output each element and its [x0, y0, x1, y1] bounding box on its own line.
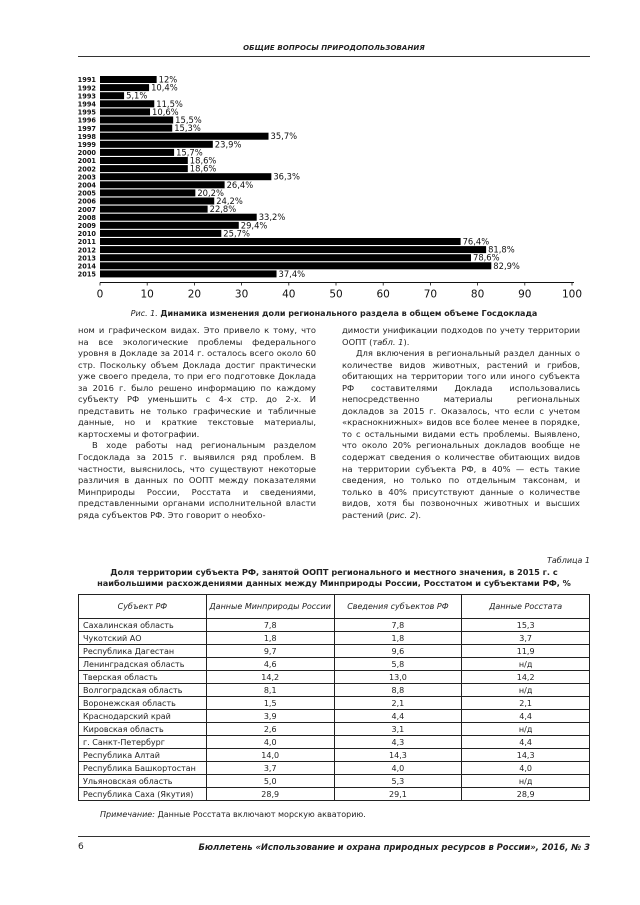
table-row: [79, 619, 590, 632]
data-label: 10,6%: [152, 106, 179, 117]
y-tick-label: 2010: [77, 230, 96, 239]
y-tick-label: 2015: [77, 270, 96, 279]
table-cell-value: н/д: [462, 658, 590, 671]
y-tick-label: 1999: [77, 141, 96, 149]
figure-number: Рис. 1.: [130, 309, 158, 318]
data-label: 18,6%: [189, 163, 217, 174]
table-cell-subject: Сахалинская область: [79, 619, 207, 632]
table-row: [79, 788, 590, 801]
data-label: 5,1%: [126, 90, 148, 101]
y-tick-label: 2009: [77, 222, 96, 230]
figure-caption-text: Динамика изменения доли регионального раздела в общем объеме Госдоклада: [160, 309, 538, 318]
data-label: 10,4%: [151, 82, 178, 93]
bar-chart: [62, 68, 602, 308]
bar: [100, 254, 471, 261]
table-title: Доля территории субъекта РФ, занятой ООПТ регионального и местного значения, в 2015 г. с наибольшими расхождениями данных между Минприроды России, Росстатом и субъектами РФ, %: [97, 567, 571, 588]
y-tick-label: 2013: [77, 254, 96, 263]
table-note: [100, 810, 366, 819]
table-cell-value: 3,1: [334, 723, 462, 736]
y-tick-label: 1996: [77, 116, 96, 125]
table-cell-subject: Чукотский АО: [79, 632, 207, 645]
data-label: 12%: [158, 74, 178, 85]
table-cell-subject: Воронежская область: [79, 697, 207, 710]
right-p2-end: ).: [415, 509, 422, 520]
bar: [100, 117, 173, 124]
table-cell-value: 5,0: [206, 775, 334, 788]
right-paragraph-2: [342, 348, 580, 521]
table-cell-value: 7,8: [206, 619, 334, 632]
x-tick-label: 30: [234, 288, 249, 301]
table-cell-value: 4,4: [334, 710, 462, 723]
x-tick-label: 70: [423, 288, 438, 301]
table-cell-subject: Ленинградская область: [79, 658, 207, 671]
y-tick-label: 2006: [77, 197, 96, 206]
bar: [100, 189, 195, 196]
table-cell-subject: Краснодарский край: [79, 710, 207, 723]
ooopt-table: [78, 594, 590, 801]
left-paragraph-1: ном и графическом видах. Это привело к тому, что на все экологические проблемы федерального уровня в Докладе за 2014 г. осталось всего около 60 стр. Поскольку объем Доклада достиг практически уже своего предела, то при его подготовке Доклада за 2016 г. было решено информацию по каждому субъекту РФ уменьшить с 4-х стр. до 2-х. И представить не только графические и табличные данные, но и краткие текстовые материалы, картосхемы и фотографии.: [78, 325, 316, 439]
header-minprirody: Данные Минприроды России: [206, 595, 334, 619]
table-cell-subject: Республика Дагестан: [79, 645, 207, 658]
table-label: Таблица 1: [546, 556, 590, 565]
footer-rule: [78, 836, 590, 837]
table-cell-value: 5,3: [334, 775, 462, 788]
table-row: [79, 723, 590, 736]
table-cell-value: 4,6: [206, 658, 334, 671]
bar: [100, 206, 208, 213]
y-tick-label: 2014: [77, 262, 96, 271]
y-tick-label: 1998: [77, 132, 96, 141]
data-label: 26,4%: [226, 179, 254, 190]
data-label: 20,2%: [197, 187, 224, 198]
table-cell-subject: Тверская область: [79, 671, 207, 684]
x-tick-label: 90: [518, 288, 532, 301]
table-header-row: [79, 595, 590, 619]
bar: [100, 100, 154, 107]
table-cell-value: 2,1: [334, 697, 462, 710]
y-tick-label: 2011: [77, 238, 96, 247]
table-row: [79, 632, 590, 645]
table-row: [79, 762, 590, 775]
table-cell-value: 4,3: [334, 736, 462, 749]
table-cell-value: 13,0: [334, 671, 462, 684]
bar: [100, 246, 486, 253]
figure-caption: [78, 309, 590, 318]
data-label: 23,9%: [214, 139, 242, 150]
bar: [100, 222, 239, 229]
table-cell-value: 14,2: [206, 671, 334, 684]
x-tick-label: 100: [561, 288, 583, 301]
y-tick-label: 2012: [77, 246, 96, 255]
y-tick-label: 1992: [77, 84, 96, 93]
data-label: 25,7%: [223, 228, 250, 239]
table-cell-value: 8,8: [334, 684, 462, 697]
table-row: [79, 697, 590, 710]
y-tick-label: 2008: [77, 213, 96, 222]
data-label: 33,2%: [258, 212, 286, 223]
bar: [100, 92, 124, 99]
header-rosstat: Данные Росстата: [462, 595, 590, 619]
page-number: 6: [78, 842, 84, 852]
y-tick-label: 2004: [77, 181, 96, 190]
data-label: 29,4%: [240, 220, 268, 231]
right-p1-end: ).: [403, 336, 410, 347]
table-cell-subject: Волгоградская область: [79, 684, 207, 697]
table-row: [79, 775, 590, 788]
data-label: 24,2%: [216, 196, 243, 206]
table-cell-subject: Ульяновская область: [79, 775, 207, 788]
bar: [100, 157, 188, 164]
data-label: 18,6%: [189, 155, 217, 166]
table-cell-value: 15,3: [462, 619, 590, 632]
bar: [100, 108, 150, 115]
bar: [100, 198, 214, 205]
y-tick-label: 1995: [77, 108, 96, 117]
table-cell-value: 14,3: [334, 749, 462, 762]
x-tick-label: 80: [470, 288, 485, 301]
table-cell-subject: Республика Алтай: [79, 749, 207, 762]
table-cell-subject: Республика Саха (Якутия): [79, 788, 207, 801]
table-cell-value: 1,8: [206, 632, 334, 645]
data-label: 22,8%: [209, 204, 237, 215]
x-tick-label: 0: [96, 288, 104, 301]
table-row: [79, 749, 590, 762]
table-cell-value: 14,2: [462, 671, 590, 684]
table-cell-value: 7,8: [334, 619, 462, 632]
table-cell-value: н/д: [462, 684, 590, 697]
table-cell-value: 14,3: [462, 749, 590, 762]
header-subjects-data: Сведения субъектов РФ: [334, 595, 462, 619]
y-tick-label: 1997: [77, 124, 96, 133]
data-label: 15,5%: [175, 115, 202, 125]
bar: [100, 230, 221, 237]
left-paragraph-2: В ходе работы над региональным разделом Госдоклада за 2015 г. выявился ряд проблем. В частности, выяснилось, что существуют некоторые различия в данных по ООПТ между показателями Минприроды России, Росстата и сведениями, представленными органами исполнительной власти ряда субъектов РФ. Это говорит о необхо-: [78, 440, 316, 520]
left-column: [78, 325, 316, 521]
x-tick-label: 10: [140, 288, 154, 301]
bar: [100, 76, 157, 83]
figure-reference-link[interactable]: рис. 2: [389, 509, 416, 520]
table-cell-value: 2,1: [462, 697, 590, 710]
table-cell-subject: Республика Башкортостан: [79, 762, 207, 775]
x-tick-label: 50: [329, 288, 343, 301]
table-row: [79, 710, 590, 723]
journal-title: Бюллетень «Использование и охрана природных ресурсов в России», 2016, № 3: [198, 842, 590, 852]
data-label: 36,3%: [273, 171, 300, 182]
note-label: Примечание:: [100, 810, 155, 819]
running-head: ОБЩИЕ ВОПРОСЫ ПРИРОДОПОЛЬЗОВАНИЯ: [243, 44, 425, 52]
bar: [100, 214, 257, 221]
table-cell-value: 2,6: [206, 723, 334, 736]
bar: [100, 165, 188, 172]
table-row: [79, 658, 590, 671]
table-body: [79, 619, 590, 801]
data-label: 35,7%: [270, 131, 298, 142]
table-cell-value: 3,9: [206, 710, 334, 723]
table-cell-value: 1,5: [206, 697, 334, 710]
x-tick-label: 20: [187, 288, 202, 301]
note-text: Данные Росстата включают морскую акваторию.: [154, 810, 366, 819]
table-cell-value: 5,8: [334, 658, 462, 671]
table-row: [79, 736, 590, 749]
right-paragraph-1: [342, 325, 580, 348]
right-p2-start: Для включения в региональный раздел данных о количестве видов животных, растений и грибов, обитающих на территории того или иного субъекта РФ составителями Доклада использовались непосредственно материалы региональных докладов за 2015 г. Оказалось, что если с учетом «краснокнижных» видов все более менее в порядке, то с остальными видами есть проблемы. Выявлено, что около 20% региональных докладов вообще не содержат сведения о количестве обитающих видов на территории субъекта РФ, в 40% — есть такие сведения, но только по отдельным таксонам, и только в 40% присутствуют данные о количестве видов, хотя бы позвоночных животных и высших растений (: [342, 348, 580, 520]
table-cell-value: н/д: [462, 723, 590, 736]
bar-chart-svg: [62, 68, 602, 308]
y-tick-label: 2002: [77, 165, 96, 174]
table-cell-value: 8,1: [206, 684, 334, 697]
header-subject: Субъект РФ: [79, 595, 207, 619]
table-cell-value: 4,0: [334, 762, 462, 775]
table-cell-value: 28,9: [462, 788, 590, 801]
data-label: 81,8%: [488, 244, 515, 255]
table-reference-link[interactable]: табл. 1: [372, 336, 404, 347]
table-row: [79, 684, 590, 697]
data-label: 76,4%: [462, 236, 490, 247]
table-cell-value: 3,7: [462, 632, 590, 645]
table-cell-value: 1,8: [334, 632, 462, 645]
table-cell-value: 14,0: [206, 749, 334, 762]
bar: [100, 133, 269, 140]
table-cell-value: 4,4: [462, 710, 590, 723]
table-cell-value: н/д: [462, 775, 590, 788]
data-label: 15,7%: [176, 147, 203, 158]
table-cell-value: 28,9: [206, 788, 334, 801]
data-label: 15,3%: [174, 123, 201, 134]
data-label: 11,5%: [156, 98, 183, 109]
y-tick-label: 2003: [77, 173, 96, 182]
table-cell-value: 29,1: [334, 788, 462, 801]
data-label: 78,6%: [472, 252, 500, 263]
right-p1-start: димости унификации подходов по учету территории ООПТ (: [342, 325, 580, 347]
x-tick-label: 40: [282, 288, 296, 301]
bar: [100, 238, 461, 245]
x-tick-label: 60: [376, 288, 390, 301]
y-tick-label: 1993: [77, 92, 96, 101]
table-cell-subject: Кировская область: [79, 723, 207, 736]
right-column: [342, 325, 580, 521]
y-tick-label: 2005: [77, 189, 96, 198]
data-label: 37,4%: [278, 268, 306, 279]
bar: [100, 125, 172, 132]
table-row: [79, 645, 590, 658]
y-tick-label: 2001: [77, 157, 96, 166]
table-cell-value: 4,0: [206, 736, 334, 749]
bar: [100, 270, 277, 277]
data-label: 82,9%: [493, 260, 520, 271]
table-cell-value: 9,6: [334, 645, 462, 658]
header-rule: [78, 56, 590, 57]
table-cell-value: 4,4: [462, 736, 590, 749]
table-cell-subject: г. Санкт-Петербург: [79, 736, 207, 749]
table-row: [79, 671, 590, 684]
bar: [100, 149, 174, 156]
table-cell-value: 4,0: [462, 762, 590, 775]
y-tick-label: 2007: [77, 205, 96, 214]
table-cell-value: 3,7: [206, 762, 334, 775]
table-cell-value: 11,9: [462, 645, 590, 658]
y-tick-label: 2000: [77, 149, 96, 158]
y-tick-label: 1991: [77, 76, 96, 85]
table-cell-value: 9,7: [206, 645, 334, 658]
y-tick-label: 1994: [77, 100, 96, 109]
